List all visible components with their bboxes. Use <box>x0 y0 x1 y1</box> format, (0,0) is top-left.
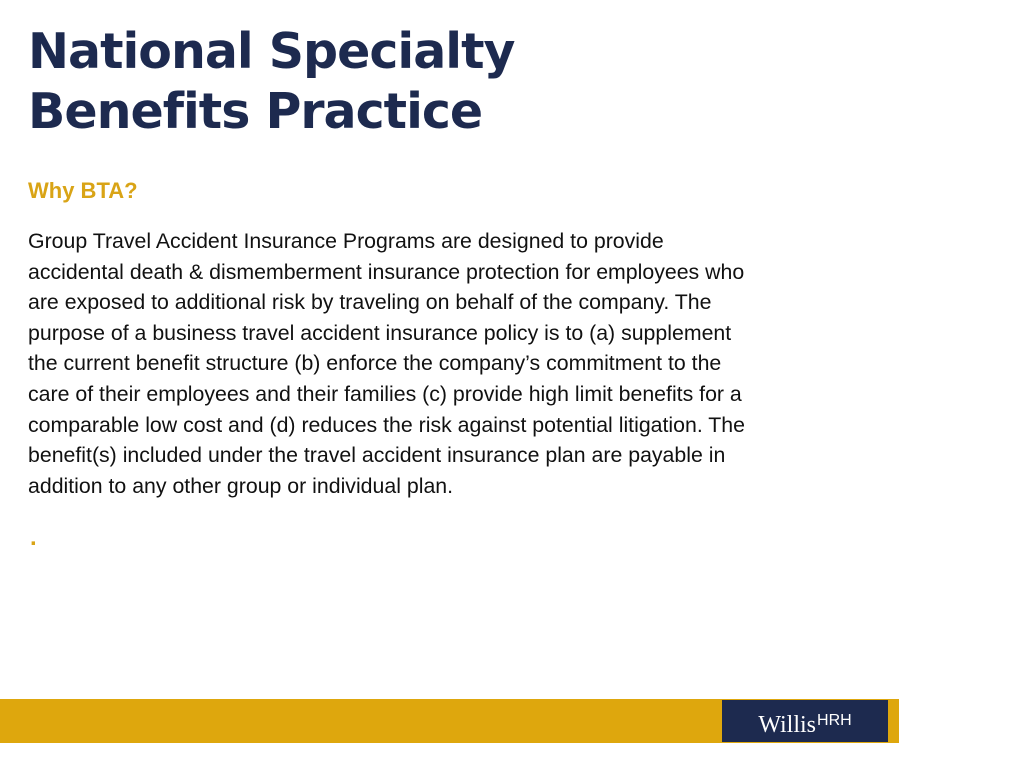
body-paragraph <box>28 226 908 501</box>
body-line: purpose of a business travel accident insurance policy is to (a) supplement <box>28 320 732 345</box>
body-line: comparable low cost and (d) reduces the risk against potential litigation. The <box>28 412 745 437</box>
logo-main-text: Willis <box>758 712 817 738</box>
title-line-1: National Specialty <box>28 23 515 80</box>
logo-suffix-text: HRH <box>817 712 852 729</box>
body-line: benefit(s) included under the travel accident insurance plan are payable in <box>28 443 726 468</box>
body-line: are exposed to additional risk by traveling on behalf of the company. The <box>28 290 712 315</box>
body-line: accidental death & dismemberment insurance protection for employees who <box>28 259 745 284</box>
body-line: addition to any other group or individual plan. <box>28 473 454 498</box>
slide-title <box>28 22 928 142</box>
body-line: Group Travel Accident Insurance Programs are designed to provide <box>28 229 664 253</box>
body-line: the current benefit structure (b) enforce the company’s commitment to the <box>28 351 722 376</box>
willis-hrh-logo <box>722 700 888 742</box>
empty-bullet: . <box>30 524 37 551</box>
body-line: care of their employees and their families (c) provide high limit benefits for a <box>28 381 742 406</box>
title-line-2: Benefits Practice <box>28 83 483 140</box>
logo-text <box>758 709 851 737</box>
section-heading: Why BTA? <box>28 178 138 203</box>
